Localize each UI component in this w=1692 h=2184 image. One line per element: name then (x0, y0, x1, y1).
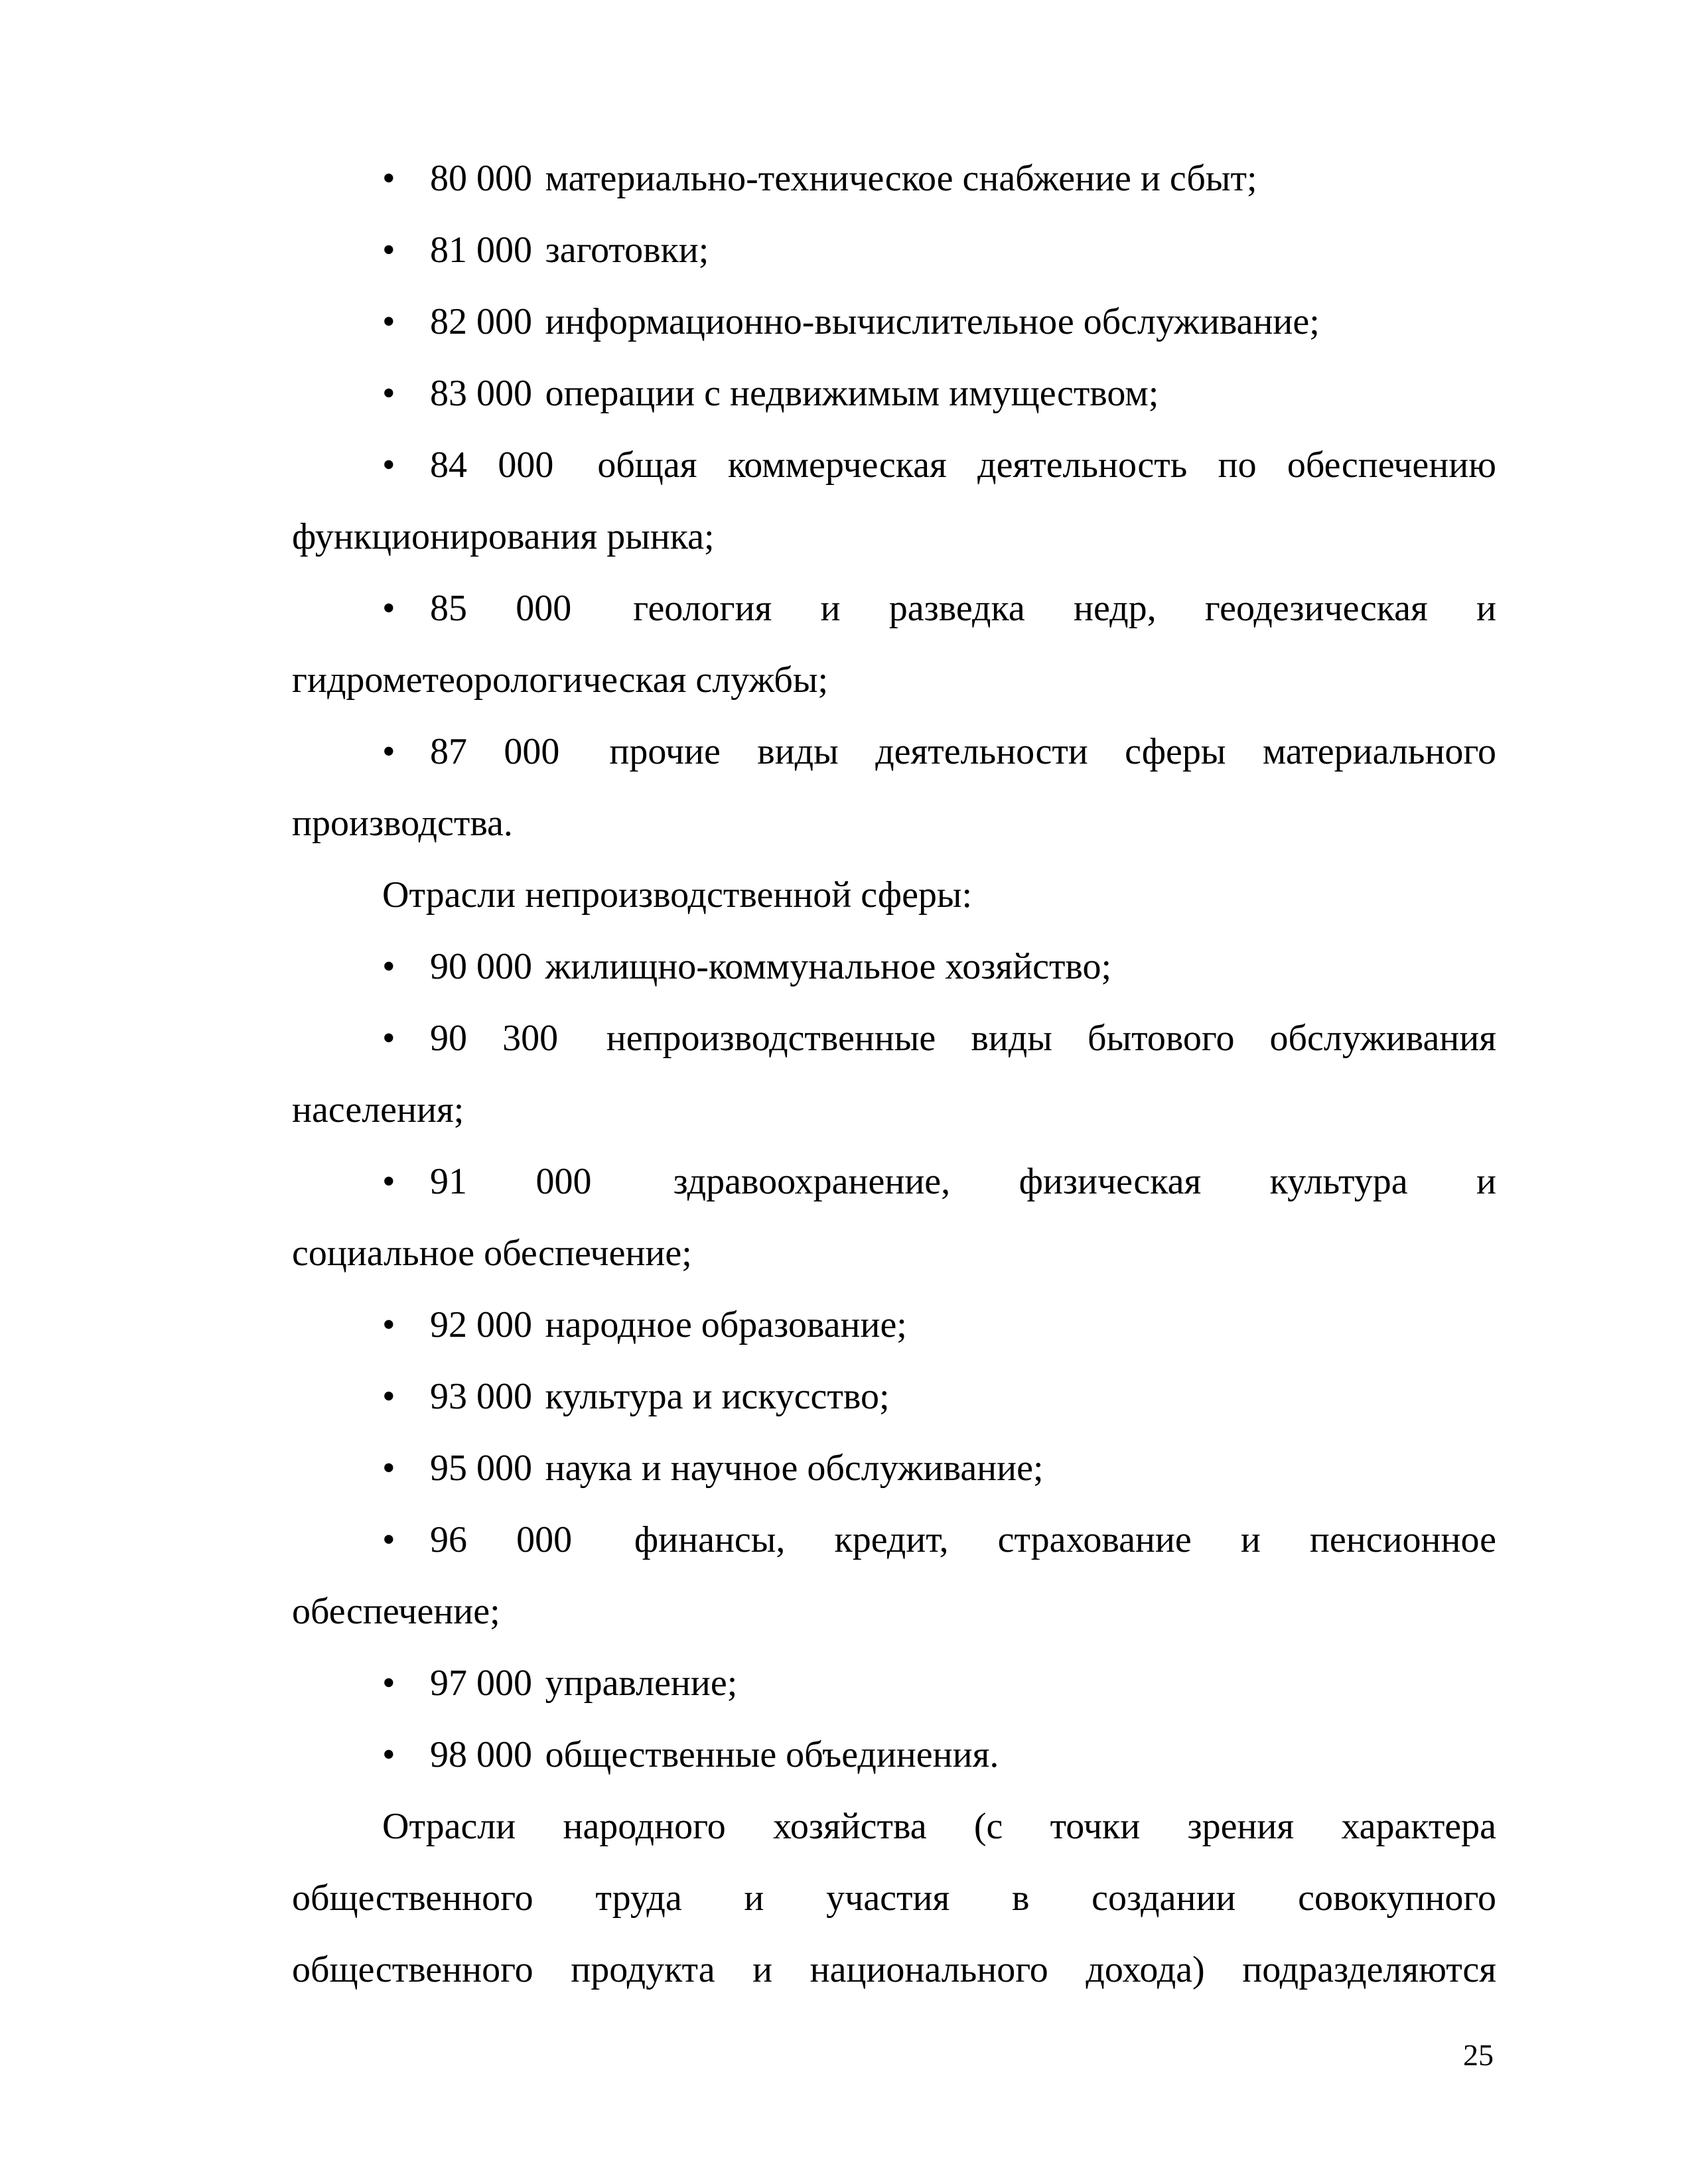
industry-name: материально-техническое снабжение и сбыт; (545, 158, 1257, 199)
list-item (292, 1146, 1496, 1217)
industry-code: 90 000 (430, 946, 532, 987)
industry-code: 82 000 (430, 301, 532, 342)
bullet-icon: • (382, 158, 395, 199)
industry-name: народное образование; (545, 1304, 907, 1345)
industry-name: непроизводственные виды бытового обслуживания (606, 1018, 1496, 1059)
bullet-icon: • (382, 444, 395, 486)
closing-paragraph (292, 1791, 1496, 2006)
paragraph-line: общественного труда и участия в создании совокупного (292, 1877, 1496, 1919)
industry-name: наука и научное обслуживание; (545, 1448, 1044, 1489)
industry-code: 96 000 (430, 1519, 573, 1560)
bullet-icon: • (382, 301, 395, 342)
list-item (292, 716, 1496, 787)
list-item (292, 429, 1496, 501)
industry-name: заготовки; (545, 230, 709, 271)
bullet-icon: • (382, 1448, 395, 1489)
industry-name: геология и разведка недр, геодезическая и (633, 588, 1497, 629)
industry-name: управление; (545, 1663, 738, 1704)
paragraph-line: общественного продукта и национального дохода) подразделяются (292, 1949, 1496, 1990)
list-item-continuation: функционирования рынка; (292, 516, 715, 557)
industry-code: 93 000 (430, 1376, 532, 1417)
list-item (292, 1361, 1496, 1432)
industry-code: 90 300 (430, 1018, 559, 1059)
industry-name: операции с недвижимым имуществом; (545, 373, 1159, 414)
list-item (292, 1289, 1496, 1361)
list-item (292, 573, 1496, 644)
industry-name: прочие виды деятельности сферы материального (609, 731, 1496, 772)
list-item (292, 931, 1496, 1002)
industry-code: 80 000 (430, 158, 532, 199)
list-item (292, 1432, 1496, 1504)
list-item (292, 214, 1496, 286)
industry-code: 83 000 (430, 373, 532, 414)
bullet-icon: • (382, 1376, 395, 1417)
list-item (292, 1719, 1496, 1791)
list-item (292, 286, 1496, 358)
industry-code: 98 000 (430, 1734, 532, 1775)
industry-name: жилищно-коммунальное хозяйство; (545, 946, 1112, 987)
section-heading: Отрасли непроизводственной сферы: (382, 874, 973, 916)
bullet-icon: • (382, 1519, 395, 1560)
industry-name: общая коммерческая деятельность по обеспечению (597, 444, 1497, 486)
document-page (292, 143, 1496, 2006)
list-item-continuation: социальное обеспечение; (292, 1233, 692, 1274)
list-item (292, 1002, 1496, 1074)
list-item-continuation: обеспечение; (292, 1591, 500, 1632)
bullet-icon: • (382, 731, 395, 772)
industry-code: 95 000 (430, 1448, 532, 1489)
bullet-icon: • (382, 1734, 395, 1775)
industry-code: 81 000 (430, 230, 532, 271)
industry-code: 91 000 (430, 1161, 592, 1202)
industry-name: здравоохранение, физическая культура и (673, 1161, 1497, 1202)
industry-code: 92 000 (430, 1304, 532, 1345)
industry-code: 97 000 (430, 1663, 532, 1704)
list-item (292, 1647, 1496, 1719)
page-number: 25 (1463, 2038, 1494, 2072)
list-item-continuation: гидрометеорологическая службы; (292, 659, 829, 701)
bullet-icon: • (382, 1018, 395, 1059)
industry-code: 85 000 (430, 588, 572, 629)
bullet-icon: • (382, 1161, 395, 1202)
industry-name: информационно-вычислительное обслуживание; (545, 301, 1320, 342)
industry-code: 87 000 (430, 731, 560, 772)
bullet-icon: • (382, 1663, 395, 1704)
bullet-icon: • (382, 230, 395, 271)
list-item-continuation: населения; (292, 1089, 464, 1130)
list-item (292, 143, 1496, 214)
industry-name: финансы, кредит, страхование и пенсионное (634, 1519, 1497, 1560)
industry-code: 84 000 (430, 444, 554, 486)
bullet-icon: • (382, 1304, 395, 1345)
list-item-continuation: производства. (292, 803, 513, 844)
bullet-icon: • (382, 588, 395, 629)
paragraph-line: Отрасли народного хозяйства (с точки зрения характера (382, 1806, 1496, 1847)
industry-name: общественные объединения. (545, 1734, 999, 1775)
list-item (292, 1504, 1496, 1576)
industry-name: культура и искусство; (545, 1376, 890, 1417)
list-item (292, 358, 1496, 429)
bullet-icon: • (382, 946, 395, 987)
bullet-icon: • (382, 373, 395, 414)
